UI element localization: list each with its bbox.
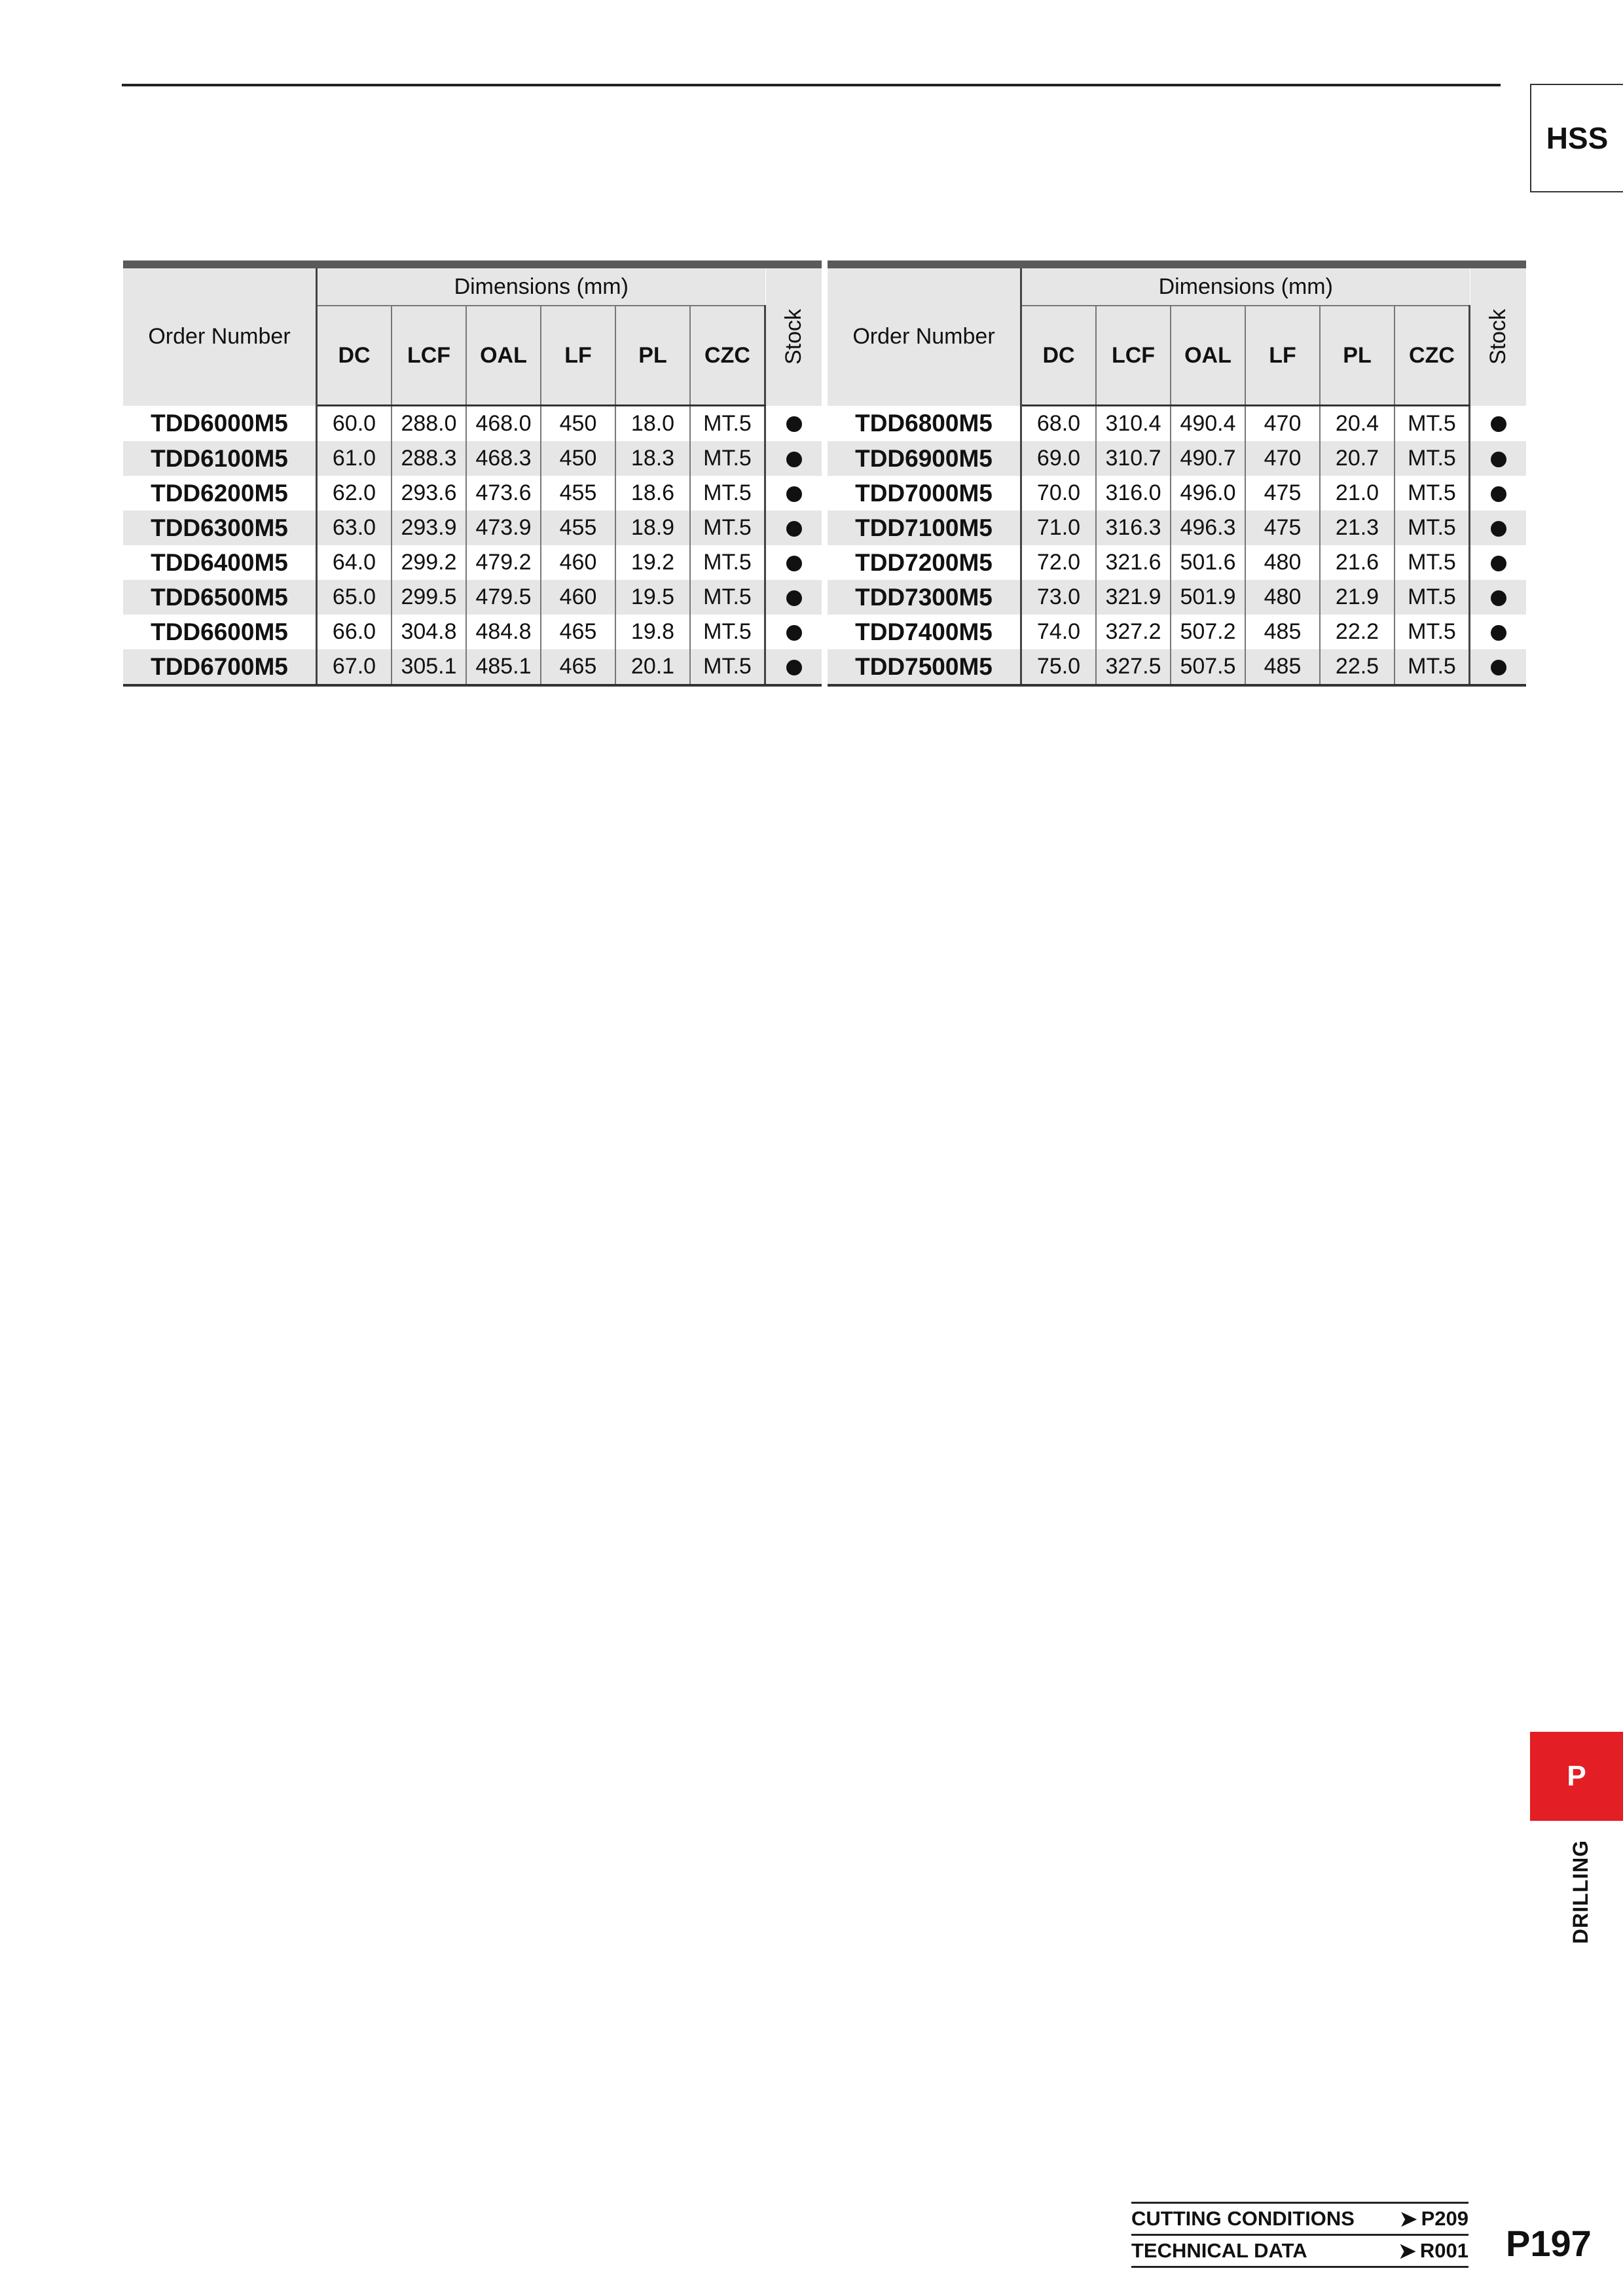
in-stock-dot-icon [786,556,802,571]
order-number-cell[interactable]: TDD7300M5 [828,580,1021,615]
ref-label: CUTTING CONDITIONS [1131,2207,1355,2230]
cell-lf: 475 [1245,511,1320,545]
cell-lcf: 310.7 [1096,441,1171,476]
cell-oal: 496.3 [1171,511,1245,545]
stock-cell [765,511,822,545]
order-number-cell[interactable]: TDD6700M5 [123,649,317,685]
cell-czc: MT.5 [1395,511,1470,545]
column-header-lcf: LCF [392,306,466,406]
cell-lcf: 299.2 [392,545,466,580]
in-stock-dot-icon [786,660,802,675]
order-number-cell[interactable]: TDD6300M5 [123,511,317,545]
in-stock-dot-icon [786,416,802,432]
stock-cell [1470,441,1527,476]
order-number-cell[interactable]: TDD7100M5 [828,511,1021,545]
cell-oal: 496.0 [1171,476,1245,511]
column-header-oal: OAL [466,306,541,406]
ref-technical-data[interactable] [1131,2234,1468,2268]
column-header-czc: CZC [1395,306,1470,406]
cell-dc: 74.0 [1021,615,1097,649]
stock-header [765,264,822,406]
dimensions-group-header: Dimensions (mm) [317,264,765,306]
ref-page: R001 [1419,2239,1468,2262]
in-stock-dot-icon [786,590,802,606]
order-number-cell[interactable]: TDD7000M5 [828,476,1021,511]
cell-lcf: 304.8 [392,615,466,649]
arrow-right-icon: ➤ [1399,2207,1417,2231]
column-header-lcf: LCF [1096,306,1171,406]
table-row [123,441,822,476]
cell-czc: MT.5 [690,649,765,685]
cell-oal: 479.5 [466,580,541,615]
stock-header [1470,264,1527,406]
section-tab-letter: P [1567,1760,1586,1792]
in-stock-dot-icon [1491,590,1506,606]
stock-cell [765,545,822,580]
column-header-oal: OAL [1171,306,1245,406]
cell-lf: 455 [541,476,615,511]
in-stock-dot-icon [1491,521,1506,537]
in-stock-dot-icon [1491,556,1506,571]
cell-pl: 20.1 [615,649,690,685]
cell-oal: 484.8 [466,615,541,649]
cell-czc: MT.5 [690,441,765,476]
cell-czc: MT.5 [1395,406,1470,442]
cell-dc: 64.0 [317,545,392,580]
page-number: P197 [1506,2223,1592,2264]
cell-lf: 450 [541,441,615,476]
table-row [828,615,1526,649]
table-row [828,545,1526,580]
table-row [828,441,1526,476]
cell-czc: MT.5 [1395,580,1470,615]
cell-oal: 501.9 [1171,580,1245,615]
cell-lcf: 288.0 [392,406,466,442]
in-stock-dot-icon [1491,625,1506,641]
table-row [123,615,822,649]
order-number-cell[interactable]: TDD6100M5 [123,441,317,476]
cell-lf: 485 [1245,615,1320,649]
cell-pl: 19.8 [615,615,690,649]
dimensions-group-header: Dimensions (mm) [1021,264,1470,306]
cell-lcf: 321.9 [1096,580,1171,615]
cell-czc: MT.5 [1395,615,1470,649]
cell-lf: 465 [541,649,615,685]
column-header-dc: DC [317,306,392,406]
cell-dc: 75.0 [1021,649,1097,685]
in-stock-dot-icon [1491,416,1506,432]
stock-cell [1470,649,1527,685]
stock-header-label: Stock [1486,309,1511,365]
cell-pl: 19.2 [615,545,690,580]
table-row [828,511,1526,545]
cell-lcf: 316.3 [1096,511,1171,545]
cell-lcf: 305.1 [392,649,466,685]
order-number-header: Order Number [123,264,317,406]
cell-dc: 73.0 [1021,580,1097,615]
cell-pl: 18.9 [615,511,690,545]
ref-label: TECHNICAL DATA [1131,2239,1307,2262]
table-row [123,476,822,511]
cell-lf: 460 [541,545,615,580]
cell-lf: 465 [541,615,615,649]
stock-header-label: Stock [781,309,807,365]
column-header-czc: CZC [690,306,765,406]
section-tab-p[interactable] [1530,1732,1623,1821]
order-number-cell[interactable]: TDD6000M5 [123,406,317,442]
cell-dc: 69.0 [1021,441,1097,476]
order-number-cell[interactable]: TDD6200M5 [123,476,317,511]
cell-lf: 460 [541,580,615,615]
order-number-cell[interactable]: TDD7500M5 [828,649,1021,685]
table-row [123,406,822,442]
cell-pl: 18.3 [615,441,690,476]
order-number-cell[interactable]: TDD6900M5 [828,441,1021,476]
spec-table-right [828,260,1526,687]
table-row [828,649,1526,685]
cell-lcf: 327.5 [1096,649,1171,685]
in-stock-dot-icon [1491,486,1506,502]
table-row [123,649,822,685]
cell-lf: 450 [541,406,615,442]
stock-cell [765,476,822,511]
cell-oal: 490.7 [1171,441,1245,476]
cell-dc: 66.0 [317,615,392,649]
stock-cell [1470,545,1527,580]
cell-czc: MT.5 [690,406,765,442]
order-number-cell[interactable]: TDD6800M5 [828,406,1021,442]
table-row [828,406,1526,442]
cell-lcf: 293.6 [392,476,466,511]
cell-czc: MT.5 [1395,441,1470,476]
cell-pl: 22.5 [1320,649,1395,685]
cell-dc: 68.0 [1021,406,1097,442]
stock-cell [1470,615,1527,649]
column-header-dc: DC [1021,306,1097,406]
cell-czc: MT.5 [1395,476,1470,511]
stock-cell [765,615,822,649]
table-row [123,545,822,580]
table-row [828,580,1526,615]
cell-oal: 479.2 [466,545,541,580]
cell-czc: MT.5 [690,615,765,649]
ref-target[interactable] [1398,2238,1468,2263]
cell-czc: MT.5 [690,511,765,545]
section-label-drilling [1568,1839,1594,1944]
in-stock-dot-icon [786,521,802,537]
cell-lcf: 327.2 [1096,615,1171,649]
arrow-right-icon: ➤ [1398,2239,1416,2263]
order-number-cell[interactable]: TDD7200M5 [828,545,1021,580]
order-number-cell[interactable]: TDD6600M5 [123,615,317,649]
cell-dc: 61.0 [317,441,392,476]
stock-cell [765,406,822,442]
cell-pl: 18.6 [615,476,690,511]
in-stock-dot-icon [786,625,802,641]
cell-czc: MT.5 [690,476,765,511]
cell-lcf: 288.3 [392,441,466,476]
cell-czc: MT.5 [690,580,765,615]
cell-pl: 18.0 [615,406,690,442]
cell-czc: MT.5 [690,545,765,580]
cell-pl: 21.0 [1320,476,1395,511]
cell-lf: 470 [1245,406,1320,442]
cell-oal: 501.6 [1171,545,1245,580]
cell-dc: 65.0 [317,580,392,615]
hss-tab-label: HSS [1546,121,1609,155]
cell-dc: 63.0 [317,511,392,545]
stock-cell [765,649,822,685]
stock-cell [1470,511,1527,545]
cell-lf: 470 [1245,441,1320,476]
column-header-pl: PL [1320,306,1395,406]
cell-lf: 480 [1245,545,1320,580]
cell-pl: 20.4 [1320,406,1395,442]
order-number-cell[interactable]: TDD7400M5 [828,615,1021,649]
cell-dc: 60.0 [317,406,392,442]
in-stock-dot-icon [786,452,802,467]
column-header-lf: LF [1245,306,1320,406]
cell-pl: 21.3 [1320,511,1395,545]
order-number-cell[interactable]: TDD6400M5 [123,545,317,580]
cell-oal: 507.5 [1171,649,1245,685]
stock-cell [765,441,822,476]
cell-czc: MT.5 [1395,545,1470,580]
order-number-cell[interactable]: TDD6500M5 [123,580,317,615]
cell-lcf: 310.4 [1096,406,1171,442]
cell-pl: 20.7 [1320,441,1395,476]
cell-lf: 475 [1245,476,1320,511]
cell-oal: 468.3 [466,441,541,476]
cell-lcf: 299.5 [392,580,466,615]
cell-lcf: 293.9 [392,511,466,545]
table-row [123,580,822,615]
stock-cell [1470,406,1527,442]
cell-lf: 455 [541,511,615,545]
spec-table-left [123,260,822,687]
cell-pl: 19.5 [615,580,690,615]
stock-cell [1470,476,1527,511]
drilling-text: DRILLING [1569,1839,1593,1944]
cell-dc: 67.0 [317,649,392,685]
stock-cell [1470,580,1527,615]
cell-oal: 468.0 [466,406,541,442]
column-header-lf: LF [541,306,615,406]
order-number-header: Order Number [828,264,1021,406]
table-row [123,511,822,545]
ref-cutting-conditions[interactable] [1131,2202,1468,2234]
cell-dc: 71.0 [1021,511,1097,545]
column-header-pl: PL [615,306,690,406]
ref-target[interactable] [1400,2206,1468,2231]
ref-page: P209 [1421,2207,1468,2230]
cell-oal: 507.2 [1171,615,1245,649]
cell-dc: 70.0 [1021,476,1097,511]
reference-links [1131,2202,1468,2268]
cell-oal: 485.1 [466,649,541,685]
in-stock-dot-icon [1491,660,1506,675]
cell-pl: 21.6 [1320,545,1395,580]
cell-lf: 480 [1245,580,1320,615]
cell-dc: 62.0 [317,476,392,511]
cell-lcf: 316.0 [1096,476,1171,511]
cell-pl: 21.9 [1320,580,1395,615]
top-rule [122,84,1501,86]
cell-lf: 485 [1245,649,1320,685]
cell-pl: 22.2 [1320,615,1395,649]
hss-side-tab [1530,84,1623,192]
cell-oal: 473.9 [466,511,541,545]
table-row [828,476,1526,511]
cell-oal: 473.6 [466,476,541,511]
cell-lcf: 321.6 [1096,545,1171,580]
stock-cell [765,580,822,615]
cell-oal: 490.4 [1171,406,1245,442]
in-stock-dot-icon [786,486,802,502]
in-stock-dot-icon [1491,452,1506,467]
cell-dc: 72.0 [1021,545,1097,580]
cell-czc: MT.5 [1395,649,1470,685]
